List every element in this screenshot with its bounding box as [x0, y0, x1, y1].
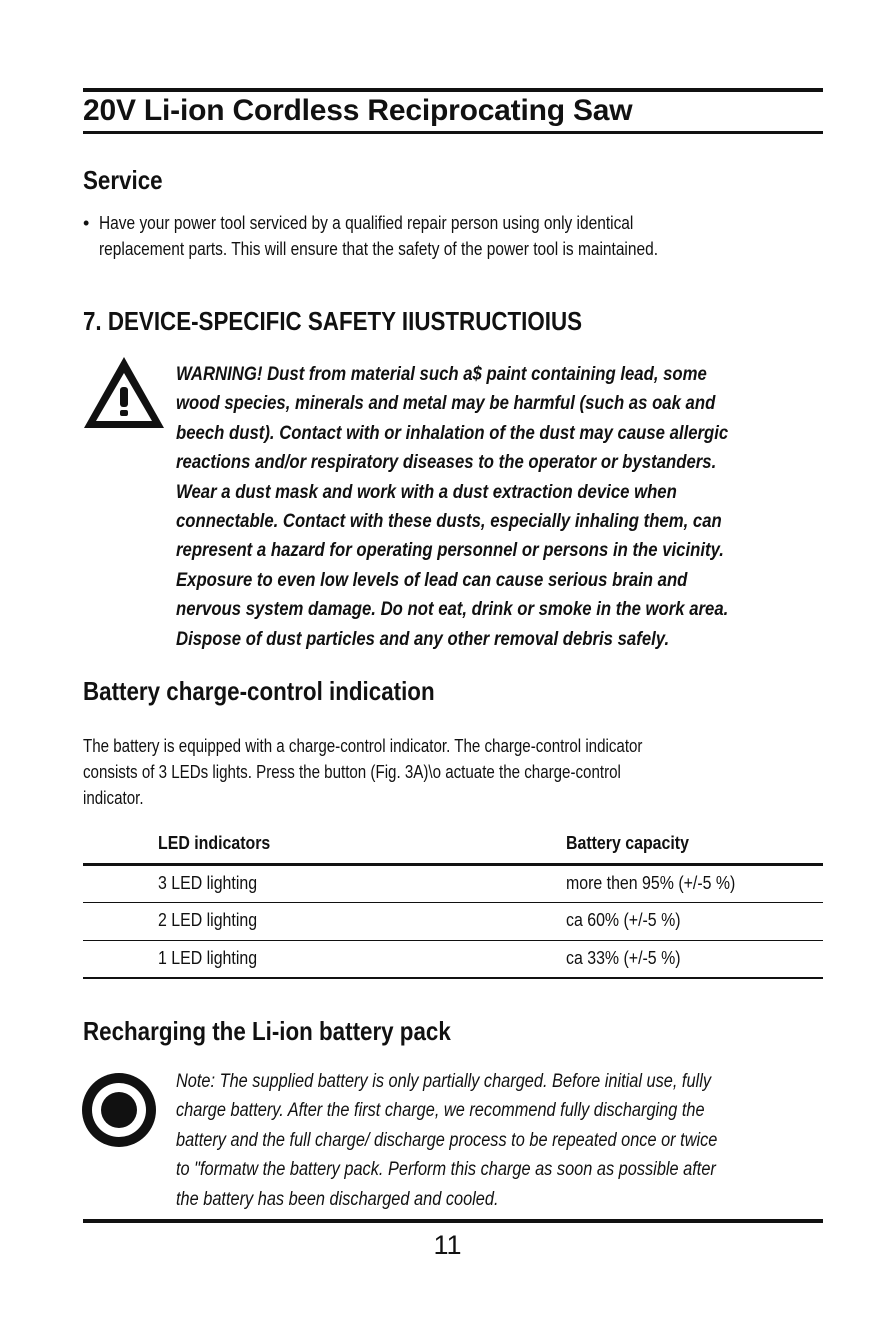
warning-line: wood species, minerals and metal may be harmful (such as oak and [176, 392, 716, 415]
table-bottom-rule [83, 977, 823, 979]
page-number: 11 [433, 1230, 462, 1260]
table-cell-led: 2 LED lighting [158, 909, 258, 930]
recharging-heading: Recharging the Li-ion battery pack [83, 1016, 451, 1046]
table-cell-capacity: ca 33% (+/-5 %) [566, 947, 681, 968]
table-row-rule [83, 940, 823, 941]
note-line: the battery has been discharged and cooled. [176, 1187, 499, 1210]
warning-line: Exposure to even low levels of lead can cause serious brain and [176, 568, 688, 591]
paragraph-line: indicator. [83, 788, 144, 808]
service-bullet-line: replacement parts. This will ensure that the safety of the power tool is maintained. [99, 239, 659, 259]
warning-line: nervous system damage. Do not eat, drink or smoke in the work area. [176, 598, 729, 621]
note-line: to "formatw the battery pack. Perform this charge as soon as possible after [176, 1158, 716, 1181]
table-cell-led: 1 LED lighting [158, 947, 258, 968]
footer-rule [83, 1219, 823, 1223]
warning-triangle-icon [82, 355, 166, 430]
warning-line: beech dust). Contact with or inhalation of the dust may cause allergic [176, 421, 729, 444]
warning-line: Wear a dust mask and work with a dust extraction device when [176, 480, 677, 503]
note-line: Note: The supplied battery is only partially charged. Before initial use, fully [176, 1070, 711, 1092]
service-bullet-line: Have your power tool serviced by a qualified repair person using only identical [99, 213, 634, 233]
table-cell-capacity: ca 60% (+/-5 %) [566, 909, 681, 930]
warning-line: reactions and/or respiratory diseases to the operator or bystanders. [176, 451, 717, 474]
bullet-dot: • [83, 213, 90, 233]
safety-heading: 7. DEVICE-SPECIFIC SAFETY IIUSTRUCTIOIUS [83, 306, 583, 336]
title-bottom-rule [83, 131, 823, 134]
page-title: 20V Li-ion Cordless Reciprocating Saw [83, 94, 633, 127]
warning-line: connectable. Contact with these dusts, especially inhaling them, can [176, 510, 722, 533]
table-header-capacity: Battery capacity [566, 832, 689, 853]
battery-indication-heading: Battery charge-control indication [83, 676, 435, 706]
table-header-rule [83, 863, 823, 866]
warning-line: Dispose of dust particles and any other removal debris safely. [176, 627, 670, 650]
table-row-rule [83, 902, 823, 903]
dust-warning-text [176, 360, 828, 654]
title-top-rule [83, 88, 823, 92]
paragraph-line: consists of 3 LEDs lights. Press the button (Fig. 3A)\o actuate the charge-control [83, 762, 621, 782]
table-cell-led: 3 LED lighting [158, 872, 258, 893]
service-heading: Service [83, 165, 163, 195]
paragraph-line: The battery is equipped with a charge-control indicator. The charge-control indicator [83, 736, 643, 756]
recharging-note-text [176, 1067, 813, 1214]
battery-indication-paragraph [83, 733, 822, 811]
service-bullet-text [99, 210, 787, 262]
note-target-icon [82, 1073, 156, 1147]
table-cell-capacity: more then 95% (+/-5 %) [566, 872, 736, 893]
note-line: battery and the full charge/ discharge process to be repeated once or twice [176, 1128, 718, 1151]
warning-line: represent a hazard for operating personnel or persons in the vicinity. [176, 539, 724, 562]
warning-line: WARNING! Dust from material such a$ paint containing lead, some [176, 363, 707, 385]
table-header-led: LED indicators [158, 832, 271, 853]
note-line: charge battery. After the first charge, we recommend fully discharging the [176, 1099, 705, 1122]
